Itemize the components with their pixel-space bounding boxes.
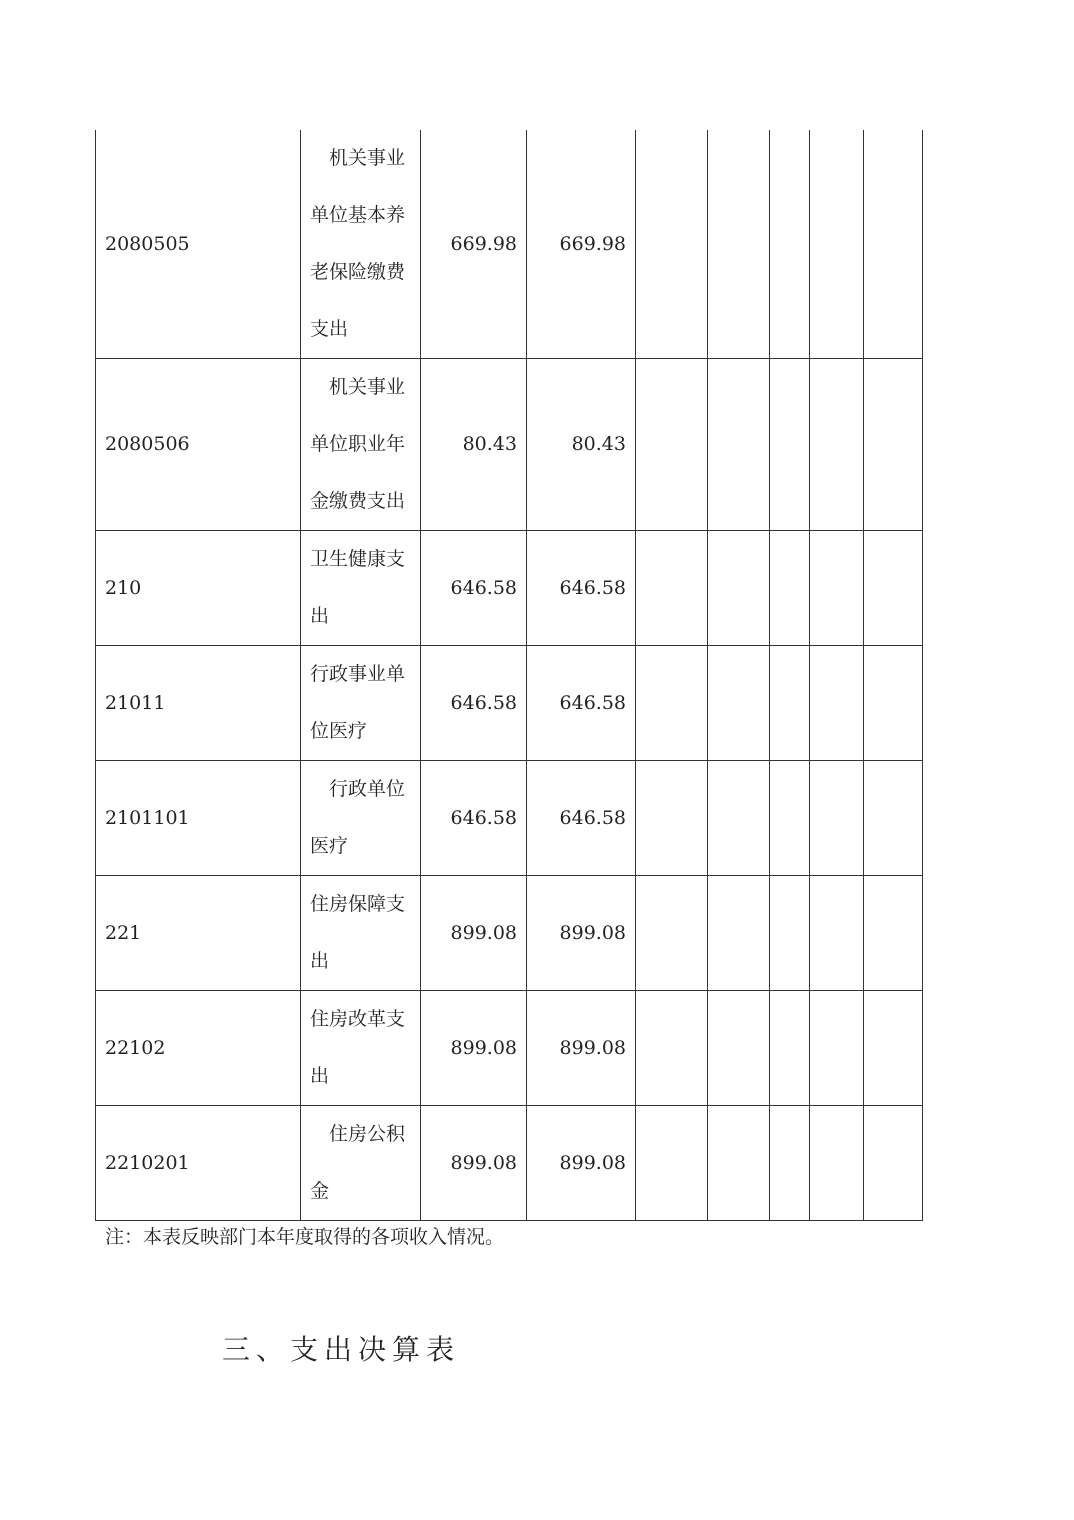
subject-name-text: 卫生健康支出 [310,548,406,627]
total-amount-cell: 899.08 [421,1106,527,1221]
empty-amount-cell [770,130,810,359]
table-row [96,531,923,646]
fiscal-amount-cell: 669.98 [527,130,636,359]
table-row [96,646,923,761]
subject-name-cell [301,876,421,991]
empty-amount-cell [636,359,708,531]
empty-amount-cell [708,130,770,359]
total-amount-cell: 80.43 [421,359,527,531]
subject-code-cell: 210 [96,531,301,646]
subject-name-text: 机关事业单位基本养老保险缴费支出 [310,147,406,340]
empty-amount-cell [810,761,864,876]
fiscal-amount-cell: 646.58 [527,531,636,646]
empty-amount-cell [708,531,770,646]
fiscal-amount-cell: 899.08 [527,991,636,1106]
empty-amount-cell [864,359,923,531]
empty-amount-cell [708,1106,770,1221]
table-row [96,761,923,876]
table-row [96,876,923,991]
subject-name-text: 行政事业单位医疗 [310,663,406,742]
empty-amount-cell [810,646,864,761]
empty-amount-cell [708,761,770,876]
total-amount-cell: 899.08 [421,876,527,991]
empty-amount-cell [770,991,810,1106]
empty-amount-cell [864,130,923,359]
section-title: 三、支出决算表 [222,1333,461,1366]
empty-amount-cell [864,1106,923,1221]
subject-code-cell: 22102 [96,991,301,1106]
empty-amount-cell [864,646,923,761]
empty-amount-cell [636,1106,708,1221]
fiscal-amount-cell: 646.58 [527,761,636,876]
empty-amount-cell [708,991,770,1106]
empty-amount-cell [810,359,864,531]
table-row [96,359,923,531]
empty-amount-cell [636,876,708,991]
subject-code-cell: 21011 [96,646,301,761]
subject-code-cell: 221 [96,876,301,991]
fiscal-amount-cell: 899.08 [527,876,636,991]
empty-amount-cell [636,991,708,1106]
subject-code-cell: 2080505 [96,130,301,359]
table-row [96,991,923,1106]
subject-name-cell [301,531,421,646]
empty-amount-cell [864,991,923,1106]
empty-amount-cell [708,359,770,531]
empty-amount-cell [708,876,770,991]
total-amount-cell: 669.98 [421,130,527,359]
empty-amount-cell [770,761,810,876]
subject-name-cell [301,130,421,359]
empty-amount-cell [708,646,770,761]
total-amount-cell: 646.58 [421,531,527,646]
empty-amount-cell [636,646,708,761]
subject-name-cell [301,646,421,761]
fiscal-amount-cell: 80.43 [527,359,636,531]
subject-name-cell [301,761,421,876]
subject-name-cell [301,991,421,1106]
empty-amount-cell [636,531,708,646]
empty-amount-cell [810,1106,864,1221]
subject-code-cell: 2210201 [96,1106,301,1221]
subject-name-text: 机关事业单位职业年金缴费支出 [310,376,406,512]
subject-name-text: 住房改革支出 [310,1008,406,1087]
empty-amount-cell [864,876,923,991]
empty-amount-cell [770,646,810,761]
empty-amount-cell [810,876,864,991]
fiscal-amount-cell: 646.58 [527,646,636,761]
subject-code-cell: 2101101 [96,761,301,876]
total-amount-cell: 646.58 [421,761,527,876]
empty-amount-cell [770,1106,810,1221]
table-row [96,130,923,359]
subject-code-cell: 2080506 [96,359,301,531]
table-note: 注：本表反映部门本年度取得的各项收入情况。 [105,1226,505,1248]
subject-name-cell [301,1106,421,1221]
empty-amount-cell [810,531,864,646]
table-body [96,130,923,1221]
table-row [96,1106,923,1221]
empty-amount-cell [770,531,810,646]
total-amount-cell: 646.58 [421,646,527,761]
empty-amount-cell [636,130,708,359]
fiscal-amount-cell: 899.08 [527,1106,636,1221]
empty-amount-cell [864,531,923,646]
empty-amount-cell [810,991,864,1106]
income-table [95,130,923,1221]
subject-name-text: 住房保障支出 [310,893,406,972]
subject-name-text: 住房公积金 [310,1123,406,1202]
empty-amount-cell [770,359,810,531]
empty-amount-cell [770,876,810,991]
empty-amount-cell [636,761,708,876]
empty-amount-cell [864,761,923,876]
empty-amount-cell [810,130,864,359]
subject-name-text: 行政单位医疗 [310,778,406,857]
total-amount-cell: 899.08 [421,991,527,1106]
subject-name-cell [301,359,421,531]
